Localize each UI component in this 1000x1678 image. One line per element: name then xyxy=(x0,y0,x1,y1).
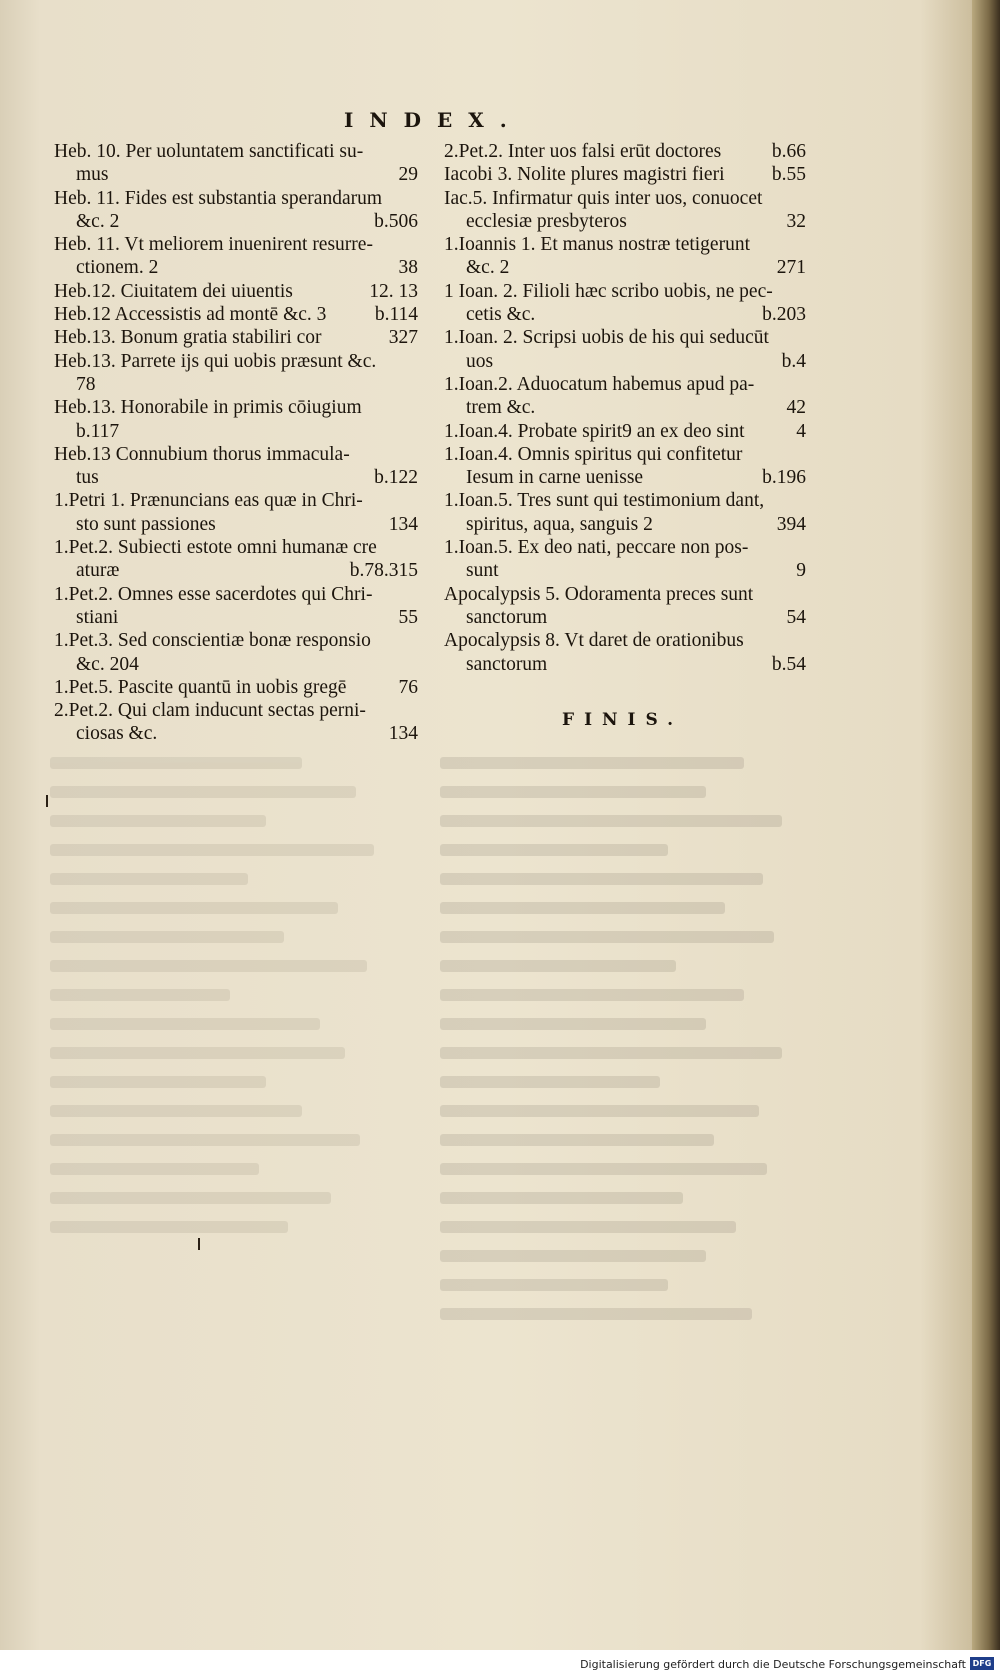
entry-page-ref: b.203 xyxy=(762,304,806,326)
index-entry xyxy=(444,583,806,630)
index-entry xyxy=(54,303,418,326)
entry-text-cont: ciosas &c. xyxy=(76,723,158,745)
entry-text-cont: &c. 204 xyxy=(76,653,139,675)
entry-text: 1.Pet.3. Sed conscientiæ bonæ responsio xyxy=(54,630,371,652)
entry-page-ref xyxy=(408,420,418,443)
entry-text: 1 Ioan. 2. Filioli hæc scribo uobis, ne pec- xyxy=(444,280,773,302)
entry-text: Apocalypsis 5. Odoramenta preces sunt xyxy=(444,583,754,605)
entry-continuation xyxy=(444,210,806,233)
entry-page-ref: 9 xyxy=(796,560,806,582)
index-entry xyxy=(444,187,806,234)
entry-citation: 2.Pet.2. Inter uos falsi erūt doctores xyxy=(444,141,722,162)
entry-citation: Heb.12 Accessistis ad montē &c. 3 xyxy=(54,304,327,326)
entry-continuation xyxy=(444,256,806,279)
entry-page-ref: 134 xyxy=(388,723,418,745)
entry-text: 1.Pet.2. Subiecti estote omni humanæ cre xyxy=(54,537,377,559)
entry-continuation xyxy=(444,350,806,373)
entry-text: 1.Ioan.5. Ex deo nati, peccare non pos- xyxy=(444,537,749,559)
entry-text xyxy=(444,140,806,163)
entry-text: 1.Ioan.5. Tres sunt qui testimonium dant, xyxy=(444,490,765,512)
entry-citation: Iacobi 3. Nolite plures magistri fieri xyxy=(444,164,725,186)
entry-text: Apocalypsis 8. Vt daret de orationibus xyxy=(444,630,744,652)
entry-continuation xyxy=(54,466,418,489)
index-entry xyxy=(444,326,806,373)
entry-text: 1.Ioan. 2. Scripsi uobis de his qui seducūt xyxy=(444,327,769,349)
entry-text xyxy=(444,420,806,443)
index-entry xyxy=(444,489,806,536)
entry-text-cont: aturæ xyxy=(76,560,120,582)
page-binding-edge xyxy=(972,0,1000,1650)
entry-page-ref: b.55 xyxy=(771,164,806,186)
index-column-left xyxy=(54,140,418,746)
index-column-right xyxy=(444,140,806,676)
entry-continuation xyxy=(54,606,418,629)
entry-continuation xyxy=(54,653,418,676)
entry-page-ref: 76 xyxy=(398,676,418,698)
entry-text: 1.Ioannis 1. Et manus nostræ tetigerunt xyxy=(444,234,751,256)
entry-text-cont: &c. 2 xyxy=(76,210,120,232)
bleed-through-left xyxy=(50,740,410,1300)
entry-page-ref: 12. 13 xyxy=(369,280,418,302)
entry-page-ref: 32 xyxy=(786,210,806,232)
page-header: INDEX. xyxy=(344,108,523,132)
entry-text-cont: trem &c. xyxy=(466,397,536,419)
index-entry xyxy=(54,583,418,630)
entry-page-ref: b.122 xyxy=(374,467,418,489)
entry-text-cont: &c. 2 xyxy=(466,257,510,279)
index-entry xyxy=(54,350,418,397)
entry-text-cont: uos xyxy=(466,350,494,372)
entry-continuation xyxy=(444,303,806,326)
entry-page-ref xyxy=(408,653,418,676)
index-entry xyxy=(444,536,806,583)
entry-page-ref: b.78.315 xyxy=(349,560,418,582)
index-entry xyxy=(54,699,418,746)
entry-text-cont: mus xyxy=(76,164,109,186)
index-entry xyxy=(54,140,418,187)
entry-page-ref: 42 xyxy=(786,397,806,419)
index-entry xyxy=(444,233,806,280)
entry-page-ref: 327 xyxy=(388,327,418,349)
ink-speck xyxy=(46,795,48,807)
entry-text: Heb. 10. Per uoluntatem sanctificati su- xyxy=(54,141,364,162)
index-entry xyxy=(444,443,806,490)
bleed-through-right xyxy=(440,740,820,1520)
entry-text: Iac.5. Infirmatur quis inter uos, conuocet xyxy=(444,187,763,209)
entry-citation: 1.Pet.5. Pascite quantū in uobis gregē xyxy=(54,676,347,698)
entry-page-ref: b.54 xyxy=(771,653,806,675)
entry-text-cont: sto sunt passiones xyxy=(76,513,216,535)
entry-page-ref: 54 xyxy=(786,606,806,628)
entry-text-cont: 78 xyxy=(76,373,96,395)
entry-continuation xyxy=(54,513,418,536)
footer-bar xyxy=(0,1650,1000,1678)
entry-citation: Heb.13. Bonum gratia stabiliri cor xyxy=(54,327,322,349)
entry-citation: Heb.12. Ciuitatem dei uiuentis xyxy=(54,280,293,302)
index-entry xyxy=(54,443,418,490)
entry-page-ref: b.506 xyxy=(374,210,418,232)
entry-text-cont: spiritus, aqua, sanguis 2 xyxy=(466,513,653,535)
index-entry xyxy=(54,233,418,280)
entry-text-cont: ecclesiæ presbyteros xyxy=(466,210,627,232)
entry-text-cont: b.117 xyxy=(76,420,120,442)
entry-text-cont: sunt xyxy=(466,560,499,582)
entry-page-ref: 134 xyxy=(388,513,418,535)
entry-text: Heb.13 Connubium thorus immacula- xyxy=(54,443,350,465)
index-entry xyxy=(444,140,806,163)
entry-continuation xyxy=(54,420,418,443)
entry-text-cont: stiani xyxy=(76,606,119,628)
entry-continuation xyxy=(444,513,806,536)
entry-continuation xyxy=(54,559,418,582)
entry-page-ref xyxy=(408,373,418,396)
entry-text xyxy=(54,303,418,326)
index-entry xyxy=(54,326,418,349)
finis-mark: FINIS. xyxy=(562,710,684,730)
ink-speck xyxy=(198,1238,200,1250)
entry-page-ref: 38 xyxy=(398,257,418,279)
entry-text-cont: sanctorum xyxy=(466,606,548,628)
entry-text xyxy=(54,326,418,349)
footer-credit: Digitalisierung gefördert durch die Deutsche Forschungsgemeinschaft xyxy=(580,1658,966,1671)
entry-text: 1.Pet.2. Omnes esse sacerdotes qui Chri- xyxy=(54,583,373,605)
index-entry xyxy=(444,373,806,420)
entry-text: 2.Pet.2. Qui clam inducunt sectas perni- xyxy=(54,700,366,722)
entry-continuation xyxy=(54,210,418,233)
entry-text: Heb.13. Parrete ijs qui uobis præsunt &c. xyxy=(54,350,377,372)
entry-continuation xyxy=(444,653,806,676)
entry-page-ref: 55 xyxy=(398,606,418,628)
entry-continuation xyxy=(54,256,418,279)
entry-text xyxy=(444,163,806,186)
entry-text: 1.Ioan.4. Omnis spiritus qui confitetur xyxy=(444,443,743,465)
entry-continuation xyxy=(444,466,806,489)
index-entry xyxy=(54,187,418,234)
entry-text: 1.Ioan.2. Aduocatum habemus apud pa- xyxy=(444,373,755,395)
entry-text: 1.Petri 1. Prænuncians eas quæ in Chri- xyxy=(54,490,363,512)
entry-text xyxy=(54,676,418,699)
entry-continuation xyxy=(444,606,806,629)
entry-text-cont: cetis &c. xyxy=(466,304,536,326)
entry-text: Heb. 11. Vt meliorem inuenirent resurre- xyxy=(54,234,373,256)
index-entry xyxy=(444,163,806,186)
entry-text: Heb.13. Honorabile in primis cōiugium xyxy=(54,397,362,419)
entry-text-cont: ctionem. 2 xyxy=(76,257,159,279)
entry-continuation xyxy=(54,722,418,745)
entry-page-ref: 4 xyxy=(796,420,806,442)
entry-page-ref: 271 xyxy=(776,257,806,279)
index-entry xyxy=(54,489,418,536)
index-entry xyxy=(54,629,418,676)
entry-page-ref: 394 xyxy=(776,513,806,535)
index-entry xyxy=(444,280,806,327)
entry-text: Heb. 11. Fides est substantia sperandarum xyxy=(54,187,383,209)
entry-citation: 1.Ioan.4. Probate spirit9 an ex deo sint xyxy=(444,420,745,442)
index-entry xyxy=(54,536,418,583)
entry-continuation xyxy=(444,559,806,582)
entry-page-ref: b.114 xyxy=(374,304,418,326)
entry-page-ref: b.66 xyxy=(771,141,806,162)
index-entry xyxy=(54,676,418,699)
entry-text-cont: tus xyxy=(76,467,99,489)
entry-text-cont: Iesum in carne uenisse xyxy=(466,467,644,489)
entry-continuation xyxy=(54,373,418,396)
entry-continuation xyxy=(54,163,418,186)
entry-page-ref: 29 xyxy=(398,164,418,186)
index-entry xyxy=(444,420,806,443)
entry-page-ref: b.4 xyxy=(781,350,806,372)
entry-text-cont: sanctorum xyxy=(466,653,548,675)
entry-text xyxy=(54,280,418,303)
entry-page-ref: b.196 xyxy=(762,467,806,489)
index-entry xyxy=(54,396,418,443)
index-entry xyxy=(444,629,806,676)
entry-continuation xyxy=(444,396,806,419)
dfg-logo: DFG xyxy=(970,1657,994,1670)
index-entry xyxy=(54,280,418,303)
